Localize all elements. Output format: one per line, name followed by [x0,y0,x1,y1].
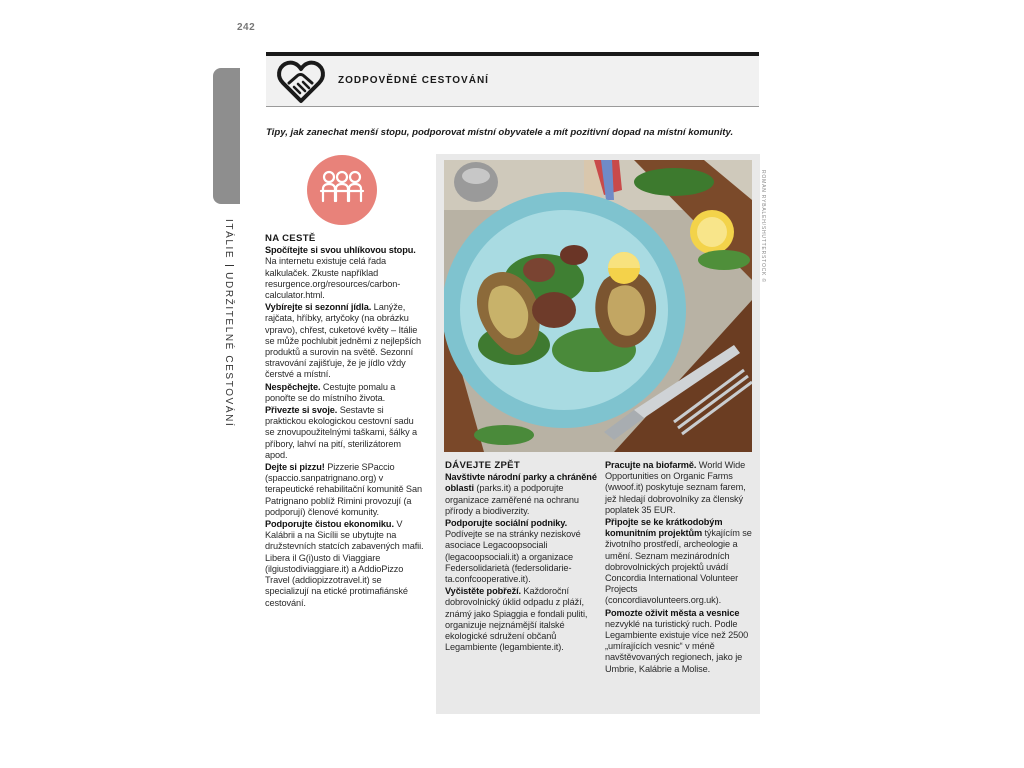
side-label-part2: UDRŽITELNÉ CESTOVÁNÍ [223,272,234,428]
tip-text: týkajícím se životního prostředí, archeologie a umění. Seznam mezinárodních dobrovolnických projektů uvádí Concordia International Volunteer Projects (concordiavolunteers.org.uk). [605,528,752,606]
artichoke-dish-illustration [444,160,752,452]
artichoke-photo [444,160,752,452]
tip-entry [605,517,755,607]
tip-entry [265,462,425,518]
tip-title: Dejte si pizzu! [265,462,325,473]
people-group-icon [307,155,377,225]
tip-text: Sestavte si praktickou ekologickou cestovní sadu se znovupoužitelnými taškami, šálky a příbory, lahví na pití, sterilizátorem apod. [265,405,418,460]
tip-title: Navštivte národní parky a chráněné oblasti [445,472,597,494]
tip-title: Vybírejte si sezonní jídla. [265,302,372,313]
side-label-separator [225,265,234,266]
tip-title: Pomozte oživit města a vesnice [605,607,740,618]
tip-text: V Kalábrii a na Sicílii se ubytujte na družstevních statcích zabavených mafii. Libera il G(i)usto di Viaggiare (ilgiustodiviaggiare.it) a AddioPizzo Travel (addiopizzotravel.it) se specializují na etické protimafiánské cestování. [265,519,424,608]
tip-title: Nespěchejte. [265,381,321,392]
tip-entry [265,302,425,380]
tip-entry [265,382,425,404]
tip-title: Spočítejte si svou uhlíkovou stopu. [265,245,416,256]
tip-entry [265,519,425,609]
tip-entry [605,608,755,675]
handshake-heart-icon [276,59,326,105]
heading-give-back: DÁVEJTE ZPĚT [445,460,521,471]
tip-title: Přivezte si svoje. [265,405,338,416]
tip-entry [445,518,597,585]
column-give-back-continued [605,460,755,676]
tip-text: Lanýže, rajčata, hříbky, artyčoky (na obrázku vpravo), chřest, cuketové květy – Itálie se může pochlubit jedněmi z nejlepších produktů a surovin na světě. Sezonní stravování zajišťuje, že je jídlo vždy čerstvé a místní. [265,302,422,380]
tip-title: Podporujte čistou ekonomiku. [265,519,394,530]
section-title: ZODPOVĚDNÉ CESTOVÁNÍ [338,75,489,86]
tip-title: Připojte se ke krátkodobým komunitním projektům [605,517,723,539]
page-number: 242 [237,22,256,33]
heading-on-the-road: NA CESTĚ [265,233,316,244]
tip-text: Každoroční dobrovolnický úklid odpadu z pláží, známý jako Spiaggia e fondali puliti, organizuje nejznámější italské ekologické sdružení občanů Legambiente (legambiente.it). [445,586,588,653]
tip-text: nezvyklé na turistický ruch. Podle Legambiente existuje více než 2500 „umírajících vesnic“ v méně navštěvovaných regionech, jako je Umbrie, Kalábrie a Molise. [605,618,749,674]
tip-title: Pracujte na biofarmě. [605,460,697,470]
tip-text: World Wide Opportunities on Organic Farms (wwoof.it) poskytuje seznam farem, jež hledají dobrovolníky za členský poplatek 35 EUR. [605,460,746,515]
section-header [266,56,759,107]
side-label [223,219,234,427]
side-tab [213,68,240,204]
tip-entry [445,472,597,517]
tip-entry [445,586,597,653]
tip-entry [265,405,425,461]
side-label-part1: ITÁLIE [223,219,234,260]
people-badge [307,155,377,225]
tip-text: (parks.it) a podporujte organizace zaměřené na ochranu přírody a biodiverzity. [445,483,579,516]
photo-credit: ROMAN RYBALEH/SHUTTERSTOCK © [760,170,766,283]
tip-entry [605,460,755,516]
tip-text: Na internetu existuje celá řada kalkulaček. Zkuste například resurgence.org/resources/carbon-calculator.html. [265,256,401,301]
tip-title: Vyčistěte pobřeží. [445,586,521,597]
column-on-the-road [265,233,425,610]
tip-text: Pizzerie SPaccio (spaccio.sanpatrignano.org) v terapeutické rehabilitační komunitě San Patrignano poblíž Rimini provozují (a podporují) členové komunity. [265,462,422,517]
tip-text: Cestujte pomalu a ponořte se do místního života. [265,381,396,403]
tip-entry [265,245,425,301]
column-give-back [445,460,597,654]
intro-text: Tipy, jak zanechat menší stopu, podporovat místní obyvatele a mít pozitivní dopad na místní komunity. [266,127,734,138]
tip-title: Podporujte sociální podniky. [445,518,568,529]
tip-text: Podívejte se na stránky neziskové asociace Legacoopsociali (legacoopsociali.it) a organizace Federsolidarietà (federsolidarieta.confcooperative.it). [445,529,581,585]
